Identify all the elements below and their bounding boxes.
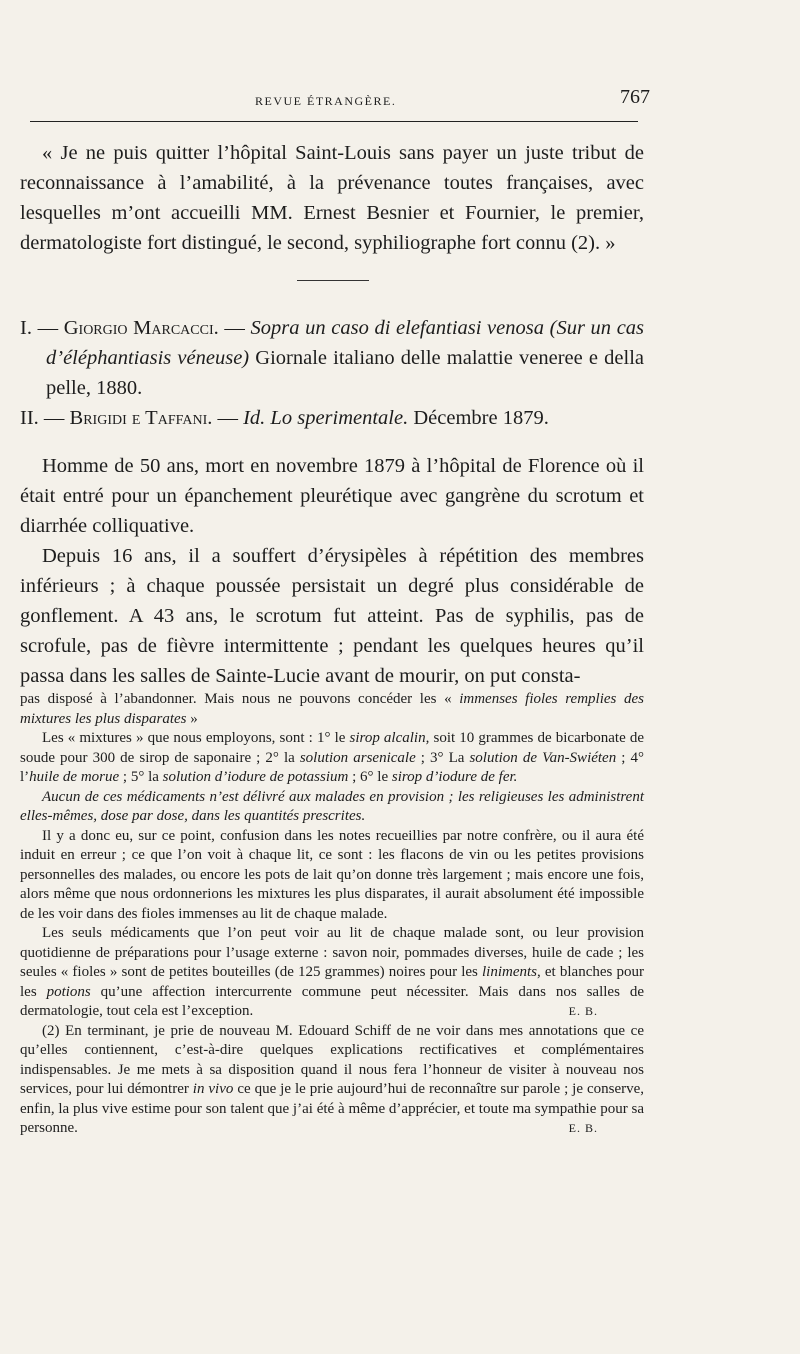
reference-journal: Giornale italiano delle malattie veneree e della pelle, 1880. (46, 347, 644, 399)
reference-author: Brigidi e Taffani. (69, 407, 213, 429)
reference-title: Id. Lo sperimentale. (243, 407, 409, 429)
footnote-emphasis: in vivo (192, 1081, 234, 1097)
footnote-emphasis: liniments (482, 964, 538, 980)
footnote-emphasis: immenses fioles remplies des mixtures les plus disparates (20, 691, 644, 727)
footnote-text: » (186, 710, 198, 727)
reference-dash: — (218, 317, 251, 339)
quote-paragraph: « Je ne puis quitter l’hôpital Saint-Louis sans payer un juste tribut de reconnaissance à l’amabilité, à la prévenance toutes françaises, avec lesquelles m’ont accueilli MM. Ernest Besnier et Fournier, le premier, dermatologiste fort distingué, le second, syphiliographe fort connu (2). » (20, 142, 644, 254)
section-divider (297, 280, 369, 281)
main-text (20, 138, 644, 691)
signature: E. B. (568, 1004, 598, 1018)
header-rule (30, 121, 638, 122)
footnote-text: , et blanches pour les (20, 964, 644, 1000)
reference-number: II. — (20, 407, 65, 429)
reference-journal: Décembre 1879. (408, 407, 549, 429)
footnote-paragraph (20, 690, 644, 729)
reference-item (20, 403, 644, 433)
footnote-emphasis: solution de Van-Swiéten (469, 749, 617, 766)
reference-title-translation: (Sur un cas d’éléphantiasis véneuse) (46, 317, 645, 369)
footnote-emphasis: Aucun de ces médicaments n’est délivré aux malades en provision ; les religieuses les administrent elles-mêmes, dose par dose, dans les quantités prescrites. (20, 788, 644, 824)
footnote-emphasis: solution arsenicale (299, 749, 416, 766)
reference-author: Giorgio Marcacci. (63, 317, 219, 339)
footnote-text: ; 4° l’ (20, 749, 644, 785)
reference-dash: — (212, 407, 244, 429)
footnote-emphasis: sirop d’iodure de fer. (391, 769, 518, 785)
footnote-emphasis: potions (46, 983, 91, 1000)
footnote-paragraph: Il y a donc eu, sur ce point, confusion dans les notes recueillies par notre confrère, ou il aura été induit en erreur ; ce que l’on voit à chaque lit, ce sont : les flacons de vin ou les petites provisions personnelles des malades, ou encore les pots de lait qu’on donne très largement ; mais encore une fois, alors même que nous ordonnerions les mixtures les plus disparates, il aurait absolument été impossible de les voir dans des fioles immenses au lit de chaque malade. (20, 827, 644, 922)
footnote-text: ; 3° La (415, 749, 470, 766)
footnote-text: ce que je le prie aujourd’hui de reconnaître sur parole ; je conserve, enfin, la plus vive estime pour son talent que j’ai été à même d’apprécier, et toute ma sympathie pour sa personne. (20, 1081, 645, 1136)
footnote-emphasis: solution d’iodure de potassium (162, 769, 349, 785)
footnote-text: (2) En terminant, je prie de nouveau M. Edouard Schiff de ne voir dans mes annotations que ce qu’elles contiennent, c’est-à-dire quelques explications rectificatives et complémentaires indispensables. Je me mets à sa disposition quand il nous fera l’honneur de visiter à nouveau nos services, pour lui démontrer (20, 1022, 644, 1097)
footnote-text: qu’une affection intercurrente commune peut nécessiter. Mais dans nos salles de dermatologie, tout cela est l’exception. (20, 983, 644, 1019)
footnotes (20, 690, 644, 1139)
running-head: REVUE ÉTRANGÈRE. (255, 94, 397, 108)
footnote-paragraph (20, 729, 644, 788)
footnote-text: Les « mixtures » que nous employons, sont : 1° le (42, 730, 350, 746)
signature: E. B. (568, 1121, 598, 1135)
footnote-emphasis: huile de morue (29, 769, 120, 785)
page-header (30, 86, 650, 116)
body-paragraph: Homme de 50 ans, mort en novembre 1879 à l’hôpital de Florence où il était entré pour un épanchement pleurétique avec gangrène du scrotum et diarrhée colliquative. (20, 455, 644, 537)
reference-title: Sopra un caso di elefantiasi venosa (250, 317, 544, 339)
footnote-text: soit 10 grammes de bicarbonate de soude pour 300 de sirop de saponaire ; 2° la (20, 730, 644, 766)
footnote-paragraph (20, 788, 644, 827)
reference-number: I. — (20, 317, 59, 339)
reference-list (20, 313, 644, 433)
footnote-emphasis: sirop alcalin, (349, 730, 430, 746)
footnote-paragraph (20, 924, 644, 1022)
reference-item (20, 313, 644, 403)
footnote-text: ; 6° le (348, 769, 392, 785)
body-paragraph: Depuis 16 ans, il a souffert d’érysipèles à répétition des membres inférieurs ; à chaque poussée persistait un degré plus considérable de gonflement. A 43 ans, le scrotum fut atteint. Pas de syphilis, pas de scrofule, pas de fièvre intermittente ; pendant les quelques heures qu’il passa dans les salles de Sainte-Lucie avant de mourir, on put consta- (20, 545, 644, 687)
footnote-text: Les seuls médicaments que l’on peut voir au lit de chaque malade sont, ou leur provision quotidienne de préparations pour l’usage externe : savon noir, pommades diverses, huile de cade ; les seules « fioles » sont de petites bouteilles (de 125 grammes) noires pour les (20, 925, 644, 980)
page-number: 767 (620, 86, 650, 108)
footnote-paragraph (20, 1022, 644, 1139)
footnote-text: ; 5° la (119, 769, 163, 785)
footnote-text: pas disposé à l’abandonner. Mais nous ne pouvons concéder les « (20, 691, 460, 707)
